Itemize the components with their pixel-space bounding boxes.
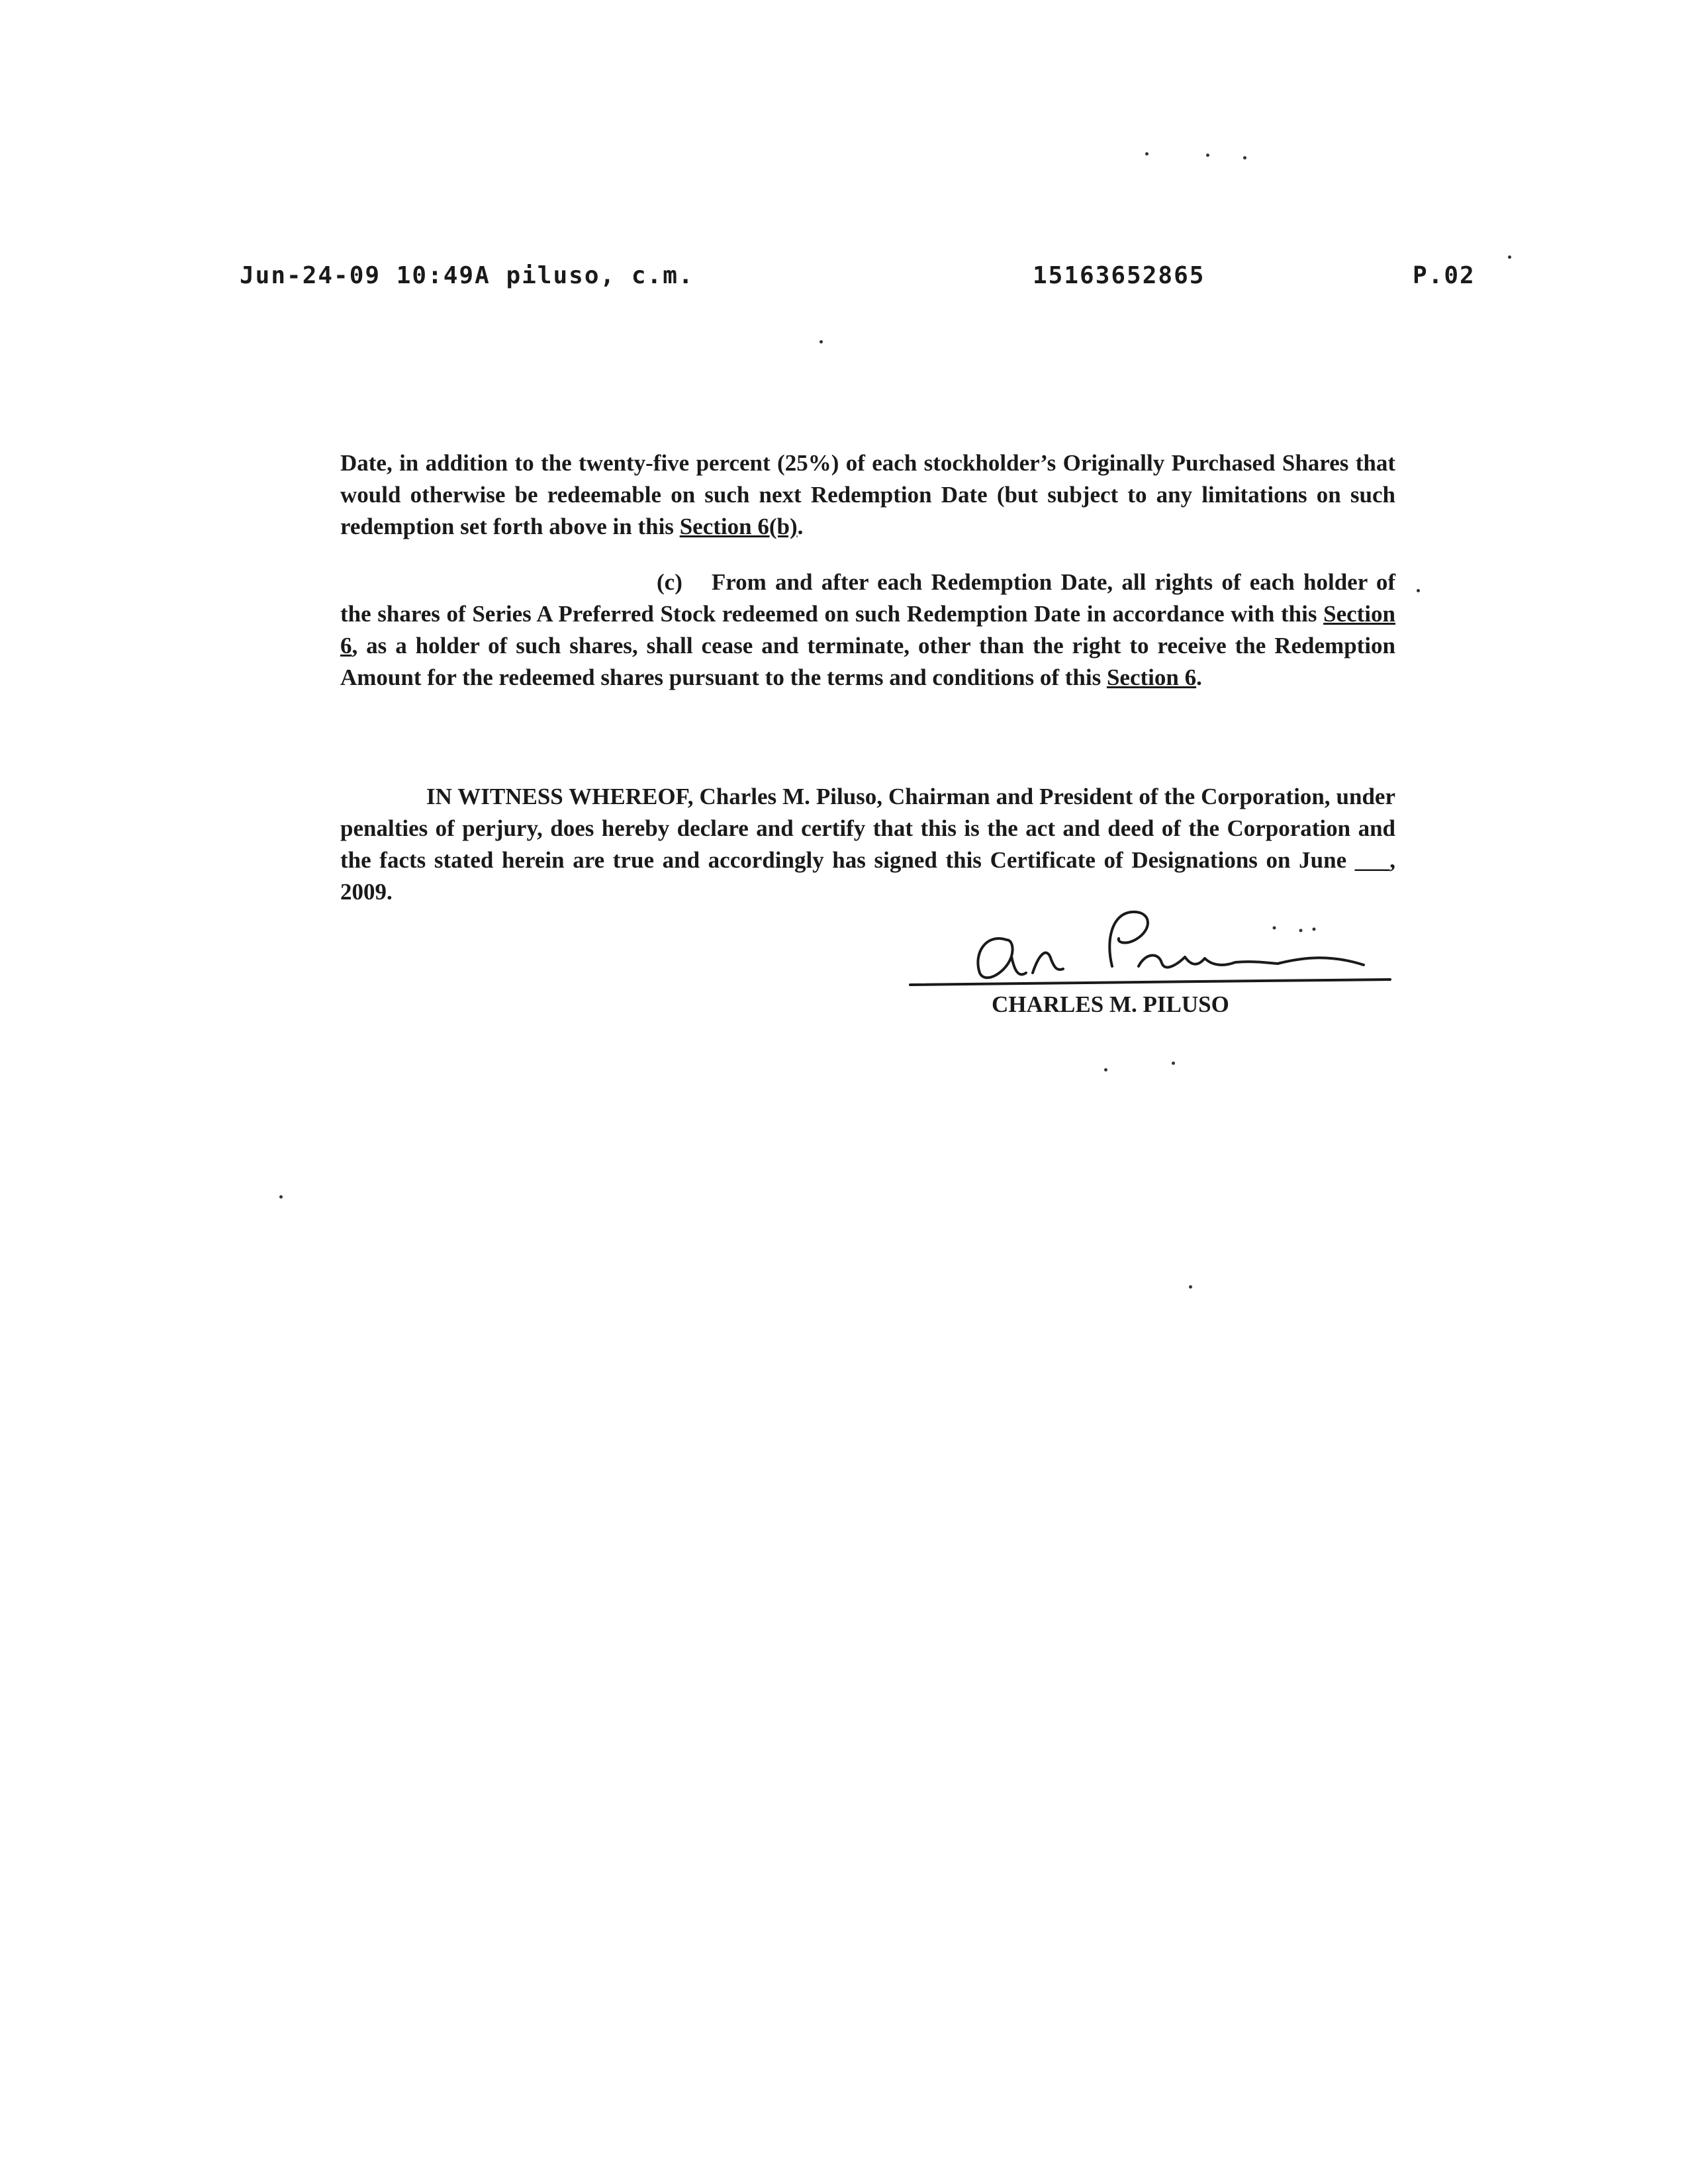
paragraph-text: . (1196, 664, 1202, 690)
paragraph-section-c (340, 567, 1395, 694)
paragraph-text: From and after each Redemption Date, all rights of each holder of the shares of Series A Preferred Stock redeemed on such Redemption Date in accordance with this (340, 569, 1395, 627)
signatory-name: CHARLES M. PILUSO (992, 991, 1229, 1017)
fax-header (240, 262, 1481, 302)
scan-speck (1243, 156, 1246, 159)
scan-speck (1417, 589, 1420, 592)
handwritten-signature (907, 900, 1397, 999)
scan-speck (279, 1195, 283, 1199)
signature-block (907, 900, 1397, 1032)
scan-speck (1206, 154, 1209, 157)
scan-speck (1189, 1285, 1192, 1289)
paragraph-redemption-continuation (340, 447, 1395, 543)
paragraph-text: IN WITNESS WHEREOF, Charles M. Piluso, Chairman and President of the Corporation, under penalties of perjury, does hereby declare and certify that this is the act and deed of the Corporation and the facts stated herein are true and accordingly has signed this Certificate of Designations on June ___, 2009. (340, 784, 1395, 905)
scan-speck (820, 340, 823, 343)
paragraph-text: . (797, 514, 804, 539)
paragraph-witness (340, 781, 1395, 908)
subsection-label: (c) (657, 569, 682, 595)
fax-date-sender: Jun-24-09 10:49A piluso, c.m. (240, 262, 694, 289)
scan-speck (1508, 255, 1511, 259)
scan-speck (1104, 1068, 1107, 1071)
section-reference: Section 6(b) (679, 514, 798, 539)
paragraph-text: Date, in addition to the twenty-five percent (25%) of each stockholder’s Originally Purchased Shares that would otherwise be redeemable on such next Redemption Date (but subject to any limitations on such redemption set forth above in this (340, 450, 1395, 539)
scan-speck (1145, 152, 1149, 156)
section-reference: Section 6 (1106, 664, 1197, 690)
scan-speck (1172, 1062, 1175, 1065)
section-reference: Section 6 (340, 601, 1395, 659)
paragraph-text: , as a holder of such shares, shall cease and terminate, other than the right to receive the Redemption Amount for the redeemed shares pursuant to the terms and conditions of this (340, 633, 1395, 690)
fax-page-number: P.02 (1413, 262, 1476, 289)
fax-phone-number: 15163652865 (1033, 262, 1205, 289)
